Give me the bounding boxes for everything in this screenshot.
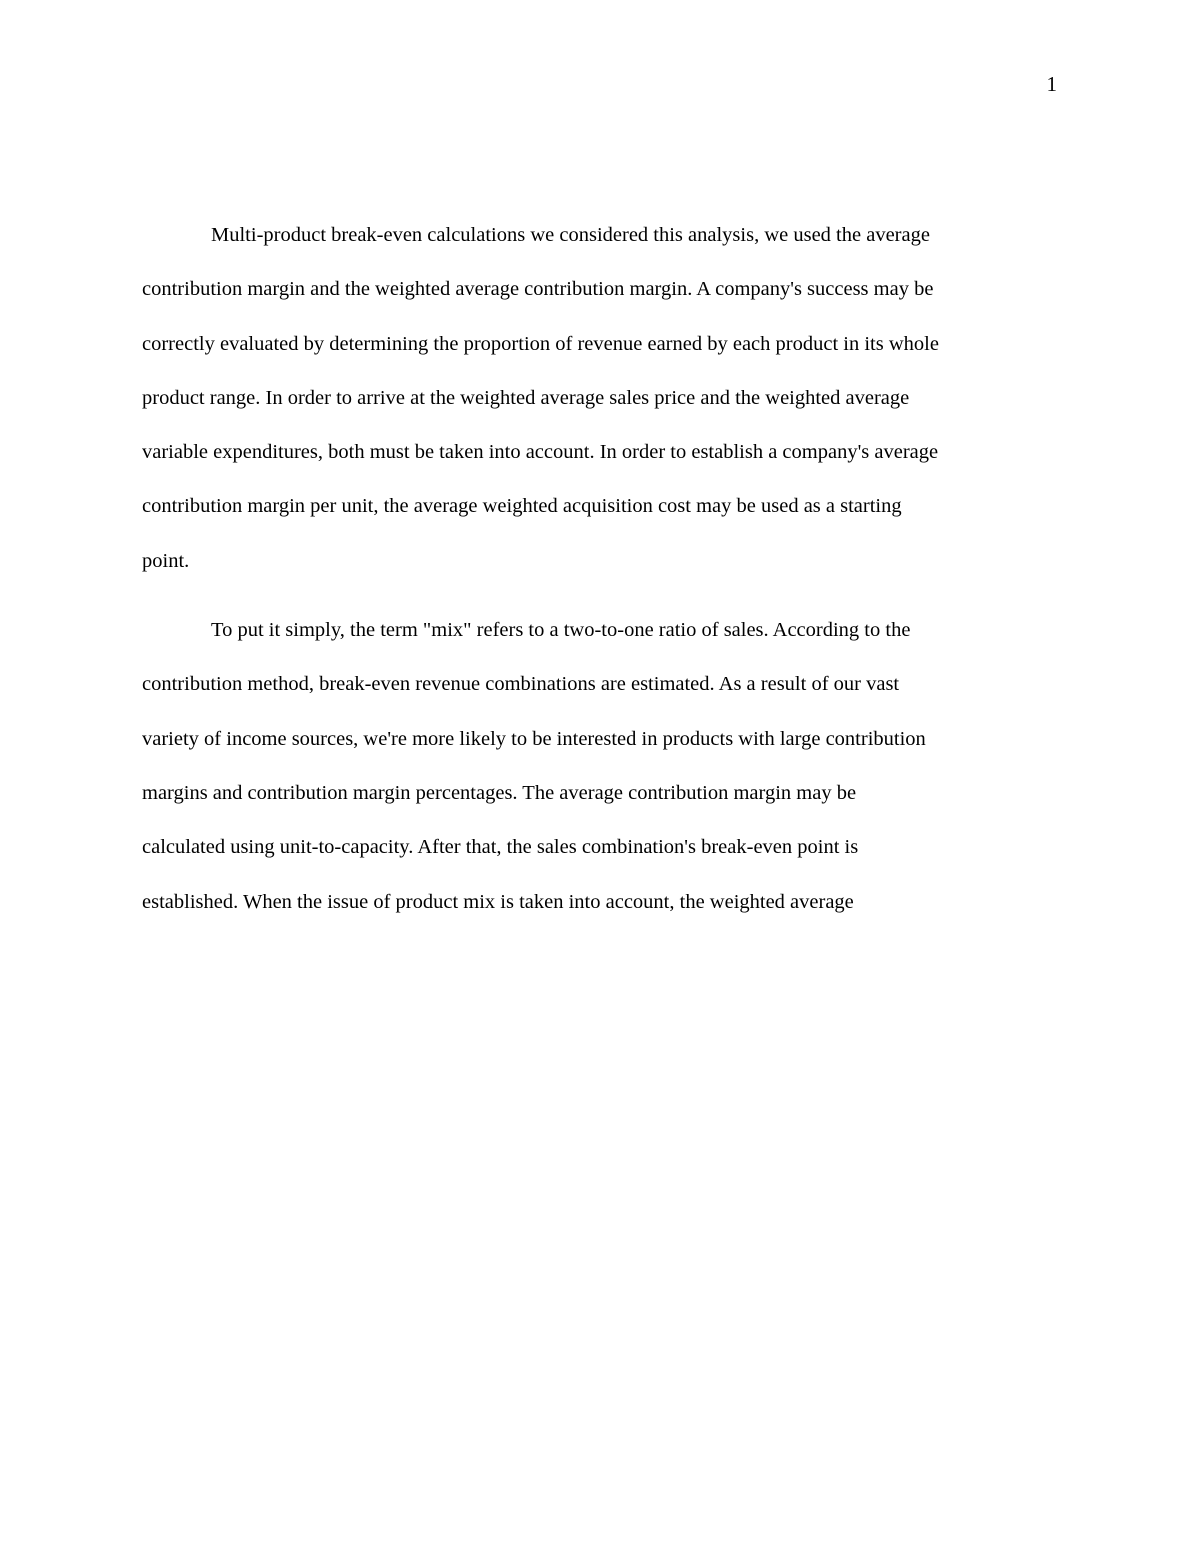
paragraph-line: product range. In order to arrive at the weighted average sales price and the weighted average (142, 386, 910, 409)
paragraph-2 (142, 603, 1058, 929)
paragraph-1 (142, 208, 1058, 588)
paragraph-line: point. (142, 549, 190, 572)
document-body (142, 208, 1058, 944)
paragraph-line: contribution method, break-even revenue combinations are estimated. As a result of our vast (142, 673, 900, 696)
paragraph-line: To put it simply, the term "mix" refers to a two-to-one ratio of sales. According to the (211, 619, 911, 642)
page-number: 1 (1046, 72, 1057, 96)
paragraph-line: variable expenditures, both must be taken into account. In order to establish a company's average (142, 441, 939, 464)
paragraph-line: margins and contribution margin percentages. The average contribution margin may be (142, 781, 857, 804)
paragraph-line: established. When the issue of product mix is taken into account, the weighted average (142, 890, 854, 913)
paragraph-line: Multi-product break-even calculations we considered this analysis, we used the average (211, 224, 930, 246)
paragraph-line: variety of income sources, we're more likely to be interested in products with large contribution (142, 727, 926, 750)
paragraph-line: calculated using unit-to-capacity. After that, the sales combination's break-even point is (142, 836, 859, 859)
paragraph-line: correctly evaluated by determining the proportion of revenue earned by each product in its whole (142, 332, 939, 355)
paragraph-line: contribution margin and the weighted average contribution margin. A company's success may be (142, 278, 934, 301)
paragraph-line: contribution margin per unit, the average weighted acquisition cost may be used as a starting (142, 495, 902, 518)
